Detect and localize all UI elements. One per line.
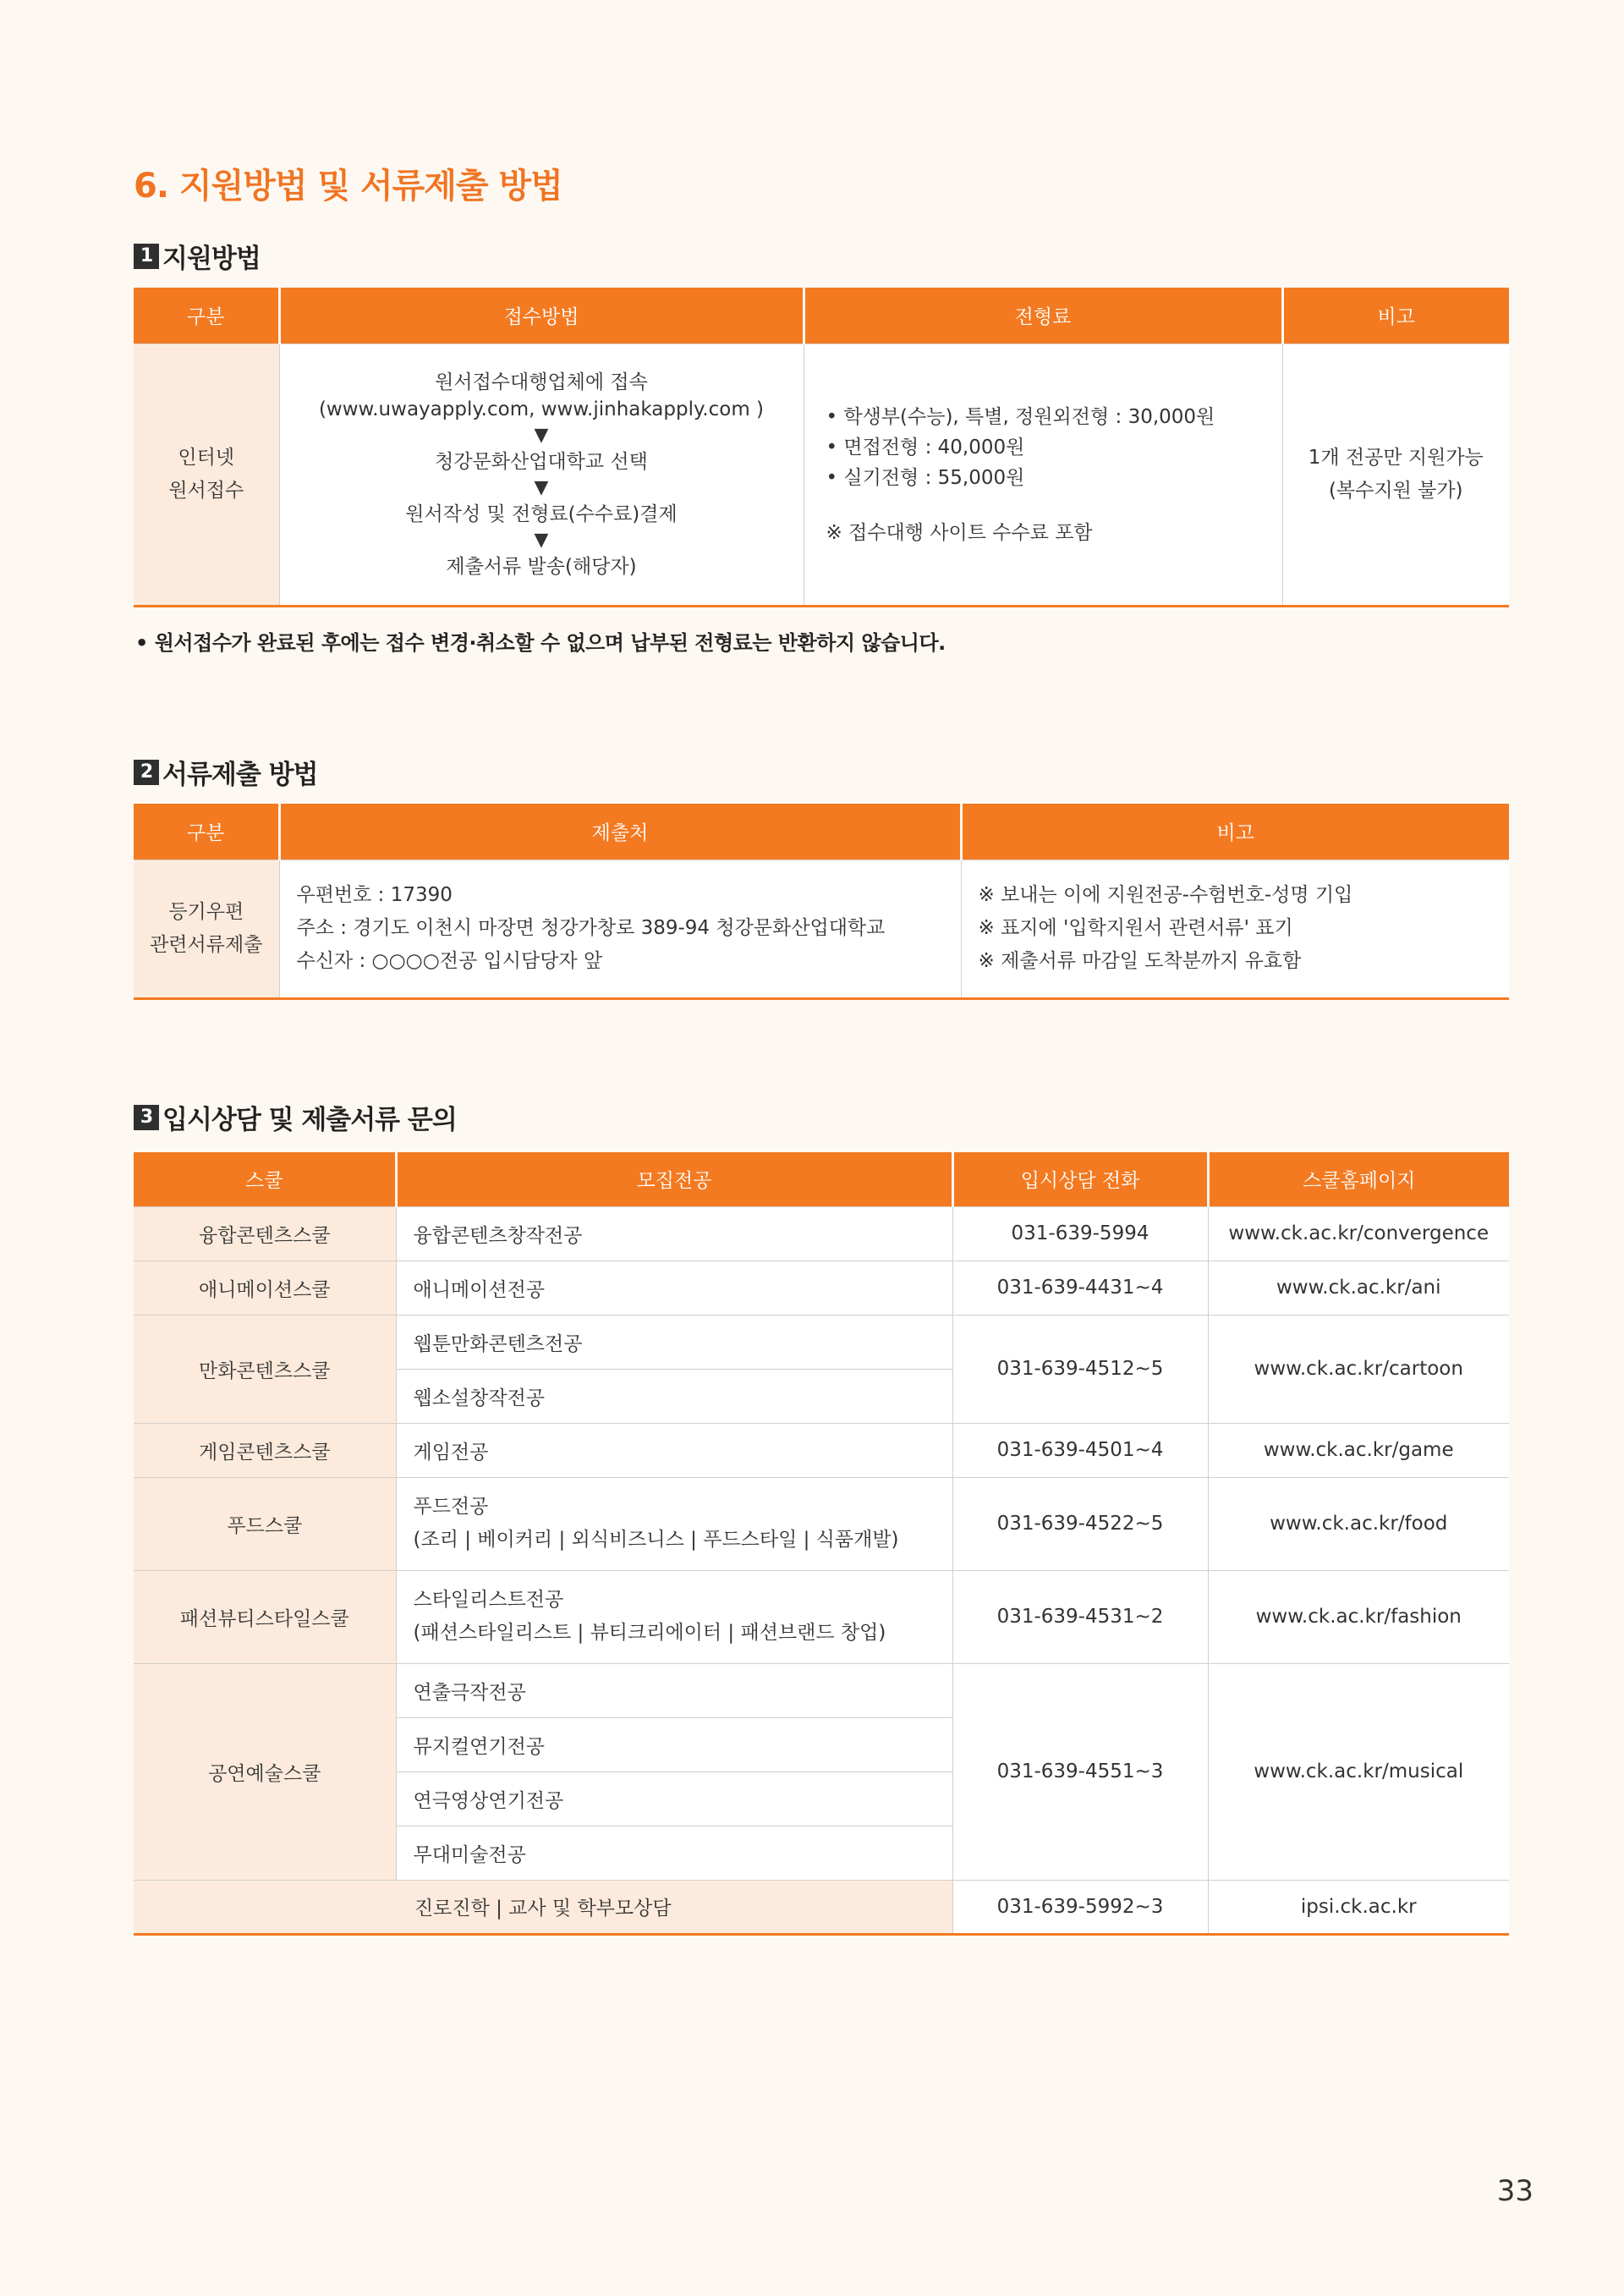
address-cell (279, 860, 961, 998)
school-name: 게임콘텐츠스쿨 (134, 1423, 396, 1477)
phone-cell: 031-639-4551~3 (952, 1663, 1208, 1880)
note-line: ※ 보내는 이에 지원전공-수험번호-성명 기입 (978, 884, 1353, 906)
major-cell (396, 1570, 952, 1663)
phone-cell: 031-639-4431~4 (952, 1261, 1208, 1315)
major-detail: (패션스타일리스트 | 뷰티크리에이터 | 패션브랜드 창업) (413, 1622, 886, 1644)
note-cell (961, 860, 1509, 998)
major-line: 푸드전공 (413, 1496, 489, 1518)
note-line: (복수지원 불가) (1328, 479, 1463, 502)
homepage-link[interactable]: ipsi.ck.ac.kr (1208, 1880, 1509, 1934)
major-cell: 게임전공 (396, 1423, 952, 1477)
fee-item: • 실기전형 : 55,000원 (826, 463, 1277, 493)
method-step: 원서접수대행업체에 접속 (435, 371, 648, 393)
phone-cell: 031-639-4522~5 (952, 1477, 1208, 1570)
header-phone: 입시상담 전화 (952, 1152, 1208, 1206)
major-cell: 융합콘텐츠창작전공 (396, 1206, 952, 1261)
method-step-urls: (www.uwayapply.com, www.jinhakapply.com ) (318, 398, 765, 420)
header-school: 스쿨 (134, 1152, 396, 1206)
method-cell (279, 343, 804, 606)
category-cell (134, 860, 279, 998)
category-line: 등기우편 (168, 900, 244, 923)
recipient: 수신자 : ○○○○전공 입시담당자 앞 (296, 950, 603, 972)
category-cell (134, 343, 279, 606)
major-cell: 무대미술전공 (396, 1826, 952, 1880)
fee-item: • 학생부(수능), 특별, 정원외전형 : 30,000원 (826, 402, 1277, 432)
school-name: 애니메이션스쿨 (134, 1261, 396, 1315)
major-line: 스타일리스트전공 (413, 1589, 564, 1611)
down-arrow-icon: ▼ (534, 424, 549, 446)
address: 주소 : 경기도 이천시 마장면 청강가창로 389-94 청강문화산업대학교 (296, 917, 886, 939)
fee-note: ※ 접수대행 사이트 수수료 포함 (826, 521, 1093, 544)
header-destination: 제출처 (279, 804, 961, 860)
method-step: 청강문화산업대학교 선택 (435, 450, 648, 473)
header-homepage: 스쿨홈페이지 (1208, 1152, 1509, 1206)
phone-cell: 031-639-4501~4 (952, 1423, 1208, 1477)
homepage-link[interactable]: www.ck.ac.kr/ani (1208, 1261, 1509, 1315)
page-number: 33 (1496, 2174, 1533, 2208)
fee-item: • 면접전형 : 40,000원 (826, 432, 1277, 463)
homepage-link[interactable]: www.ck.ac.kr/fashion (1208, 1570, 1509, 1663)
note-line: ※ 표지에 '입학지원서 관련서류' 표기 (978, 917, 1293, 939)
homepage-link[interactable]: www.ck.ac.kr/game (1208, 1423, 1509, 1477)
fee-cell (804, 343, 1282, 606)
header-category: 구분 (134, 804, 279, 860)
postal-code: 우편번호 : 17390 (296, 884, 453, 906)
section-number-badge: 1 (134, 244, 159, 269)
down-arrow-icon: ▼ (534, 476, 549, 498)
method-step: 제출서류 발송(해당자) (446, 555, 637, 578)
header-method: 접수방법 (279, 288, 804, 343)
section-number-badge: 3 (134, 1105, 159, 1130)
major-cell (396, 1477, 952, 1570)
section-2-heading (134, 753, 317, 791)
major-cell: 연극영상연기전공 (396, 1771, 952, 1826)
fee-list (826, 402, 1277, 493)
application-method-table (134, 288, 1509, 607)
homepage-link[interactable]: www.ck.ac.kr/food (1208, 1477, 1509, 1570)
homepage-link[interactable]: www.ck.ac.kr/musical (1208, 1663, 1509, 1880)
note-line: 1개 전공만 지원가능 (1308, 446, 1484, 469)
consultation-table (134, 1152, 1509, 1936)
homepage-link[interactable]: www.ck.ac.kr/cartoon (1208, 1315, 1509, 1423)
phone-cell: 031-639-4531~2 (952, 1570, 1208, 1663)
school-name: 만화콘텐츠스쿨 (134, 1315, 396, 1423)
refund-notice: • 원서접수가 완료된 후에는 접수 변경·취소할 수 없으며 납부된 전형료는 반환하지 않습니다. (135, 631, 946, 655)
down-arrow-icon: ▼ (534, 529, 549, 551)
phone-cell: 031-639-5992~3 (952, 1880, 1208, 1934)
section-title: 지원방법 (162, 244, 261, 274)
section-3-heading (134, 1098, 457, 1136)
header-major: 모집전공 (396, 1152, 952, 1206)
major-cell: 애니메이션전공 (396, 1261, 952, 1315)
school-name: 푸드스쿨 (134, 1477, 396, 1570)
counseling-label: 진로진학 | 교사 및 학부모상담 (134, 1880, 952, 1934)
major-cell: 연출극작전공 (396, 1663, 952, 1717)
method-step: 원서작성 및 전형료(수수료)결제 (405, 503, 678, 525)
homepage-link[interactable]: www.ck.ac.kr/convergence (1208, 1206, 1509, 1261)
school-name: 공연예술스쿨 (134, 1663, 396, 1880)
school-name: 패션뷰티스타일스쿨 (134, 1570, 396, 1663)
note-cell (1282, 343, 1509, 606)
major-cell: 웹툰만화콘텐츠전공 (396, 1315, 952, 1369)
section-title: 서류제출 방법 (162, 760, 318, 790)
header-category: 구분 (134, 288, 279, 343)
school-name: 융합콘텐츠스쿨 (134, 1206, 396, 1261)
major-cell: 뮤지컬연기전공 (396, 1717, 952, 1771)
header-fee: 전형료 (804, 288, 1282, 343)
document-submission-table (134, 804, 1509, 1000)
header-note: 비고 (1282, 288, 1509, 343)
section-number-badge: 2 (134, 760, 159, 785)
section-title: 입시상담 및 제출서류 문의 (162, 1105, 457, 1135)
header-note: 비고 (961, 804, 1509, 860)
category-line: 관련서류제출 (150, 933, 263, 956)
phone-cell: 031-639-4512~5 (952, 1315, 1208, 1423)
category-line: 인터넷 (178, 446, 235, 469)
major-cell: 웹소설창작전공 (396, 1369, 952, 1423)
phone-cell: 031-639-5994 (952, 1206, 1208, 1261)
section-1-heading (134, 237, 261, 275)
note-line: ※ 제출서류 마감일 도착분까지 유효함 (978, 950, 1302, 972)
major-detail: (조리 | 베이커리 | 외식비즈니스 | 푸드스타일 | 식품개발) (413, 1529, 899, 1551)
page-title: 6. 지원방법 및 서류제출 방법 (134, 167, 562, 206)
category-line: 원서접수 (168, 479, 244, 502)
